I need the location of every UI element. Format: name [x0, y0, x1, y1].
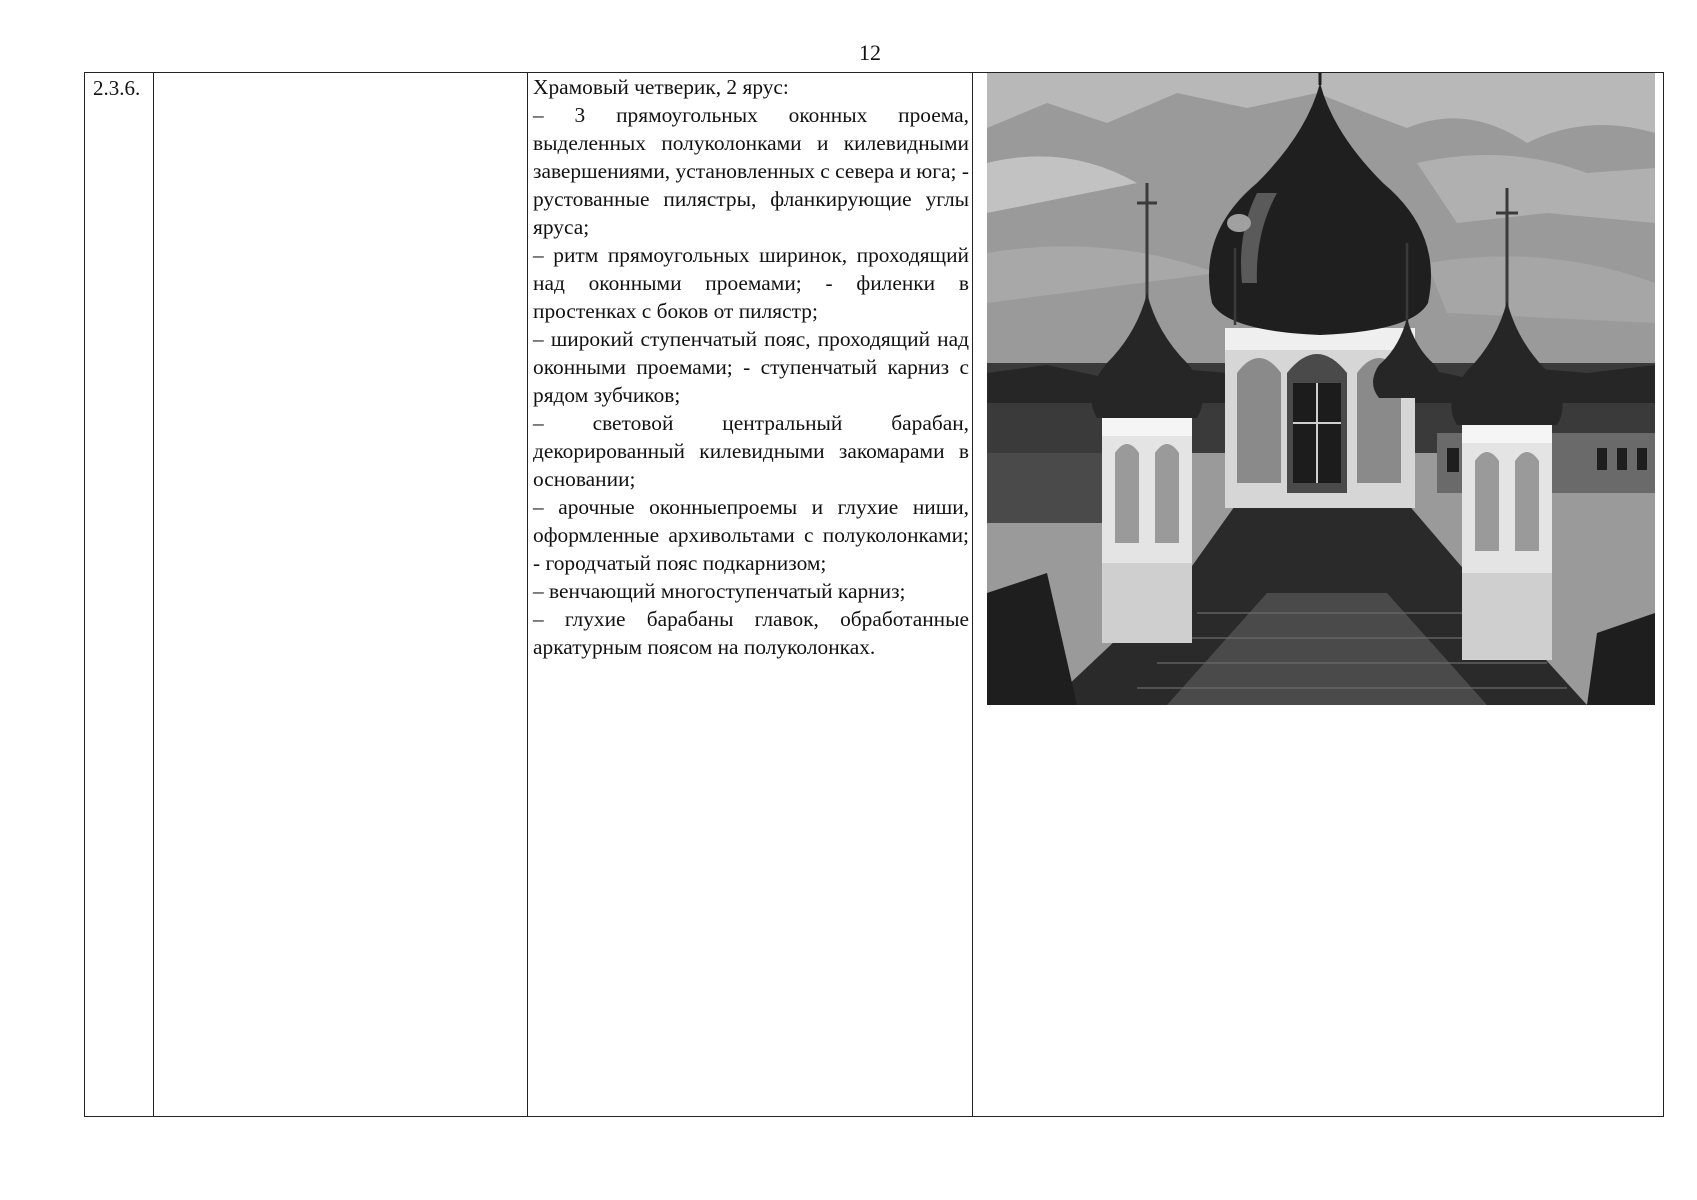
church-photo [987, 73, 1655, 705]
description-item: – световой центральный барабан, декорированный килевидными закомарами в основании; [533, 411, 969, 491]
description-item: – 3 прямоугольных оконных проема, выделенных полуколонками и килевидными завершениями, установленных с севера и юга; - рустованные пилястры, фланкирующие углы яруса; [533, 103, 969, 239]
row-name-cell [154, 73, 528, 1116]
description-item: – арочные оконныепроемы и глухие ниши, оформленные архивольтами с полуколонками; - городчатый пояс подкарнизом; [533, 495, 969, 575]
document-table [84, 72, 1664, 1117]
row-number-cell [85, 73, 154, 1116]
row-photo-cell [973, 73, 1663, 1116]
description-item: – ритм прямоугольных ширинок, проходящий над оконными проемами; - филенки в простенках с боков от пилястр; [533, 243, 969, 323]
description-item: – венчающий многоступенчатый карниз; [533, 579, 906, 603]
row-description-cell [528, 73, 973, 1116]
page-number: 12 [859, 40, 881, 65]
row-number: 2.3.6. [93, 76, 141, 100]
description-item: – глухие барабаны главок, обработанные аркатурным поясом на полуколонках. [533, 607, 969, 659]
description-item: – широкий ступенчатый пояс, проходящий над оконными проемами; - ступенчатый карниз с рядом зубчиков; [533, 327, 969, 407]
description-heading: Храмовый четверик, 2 ярус: [533, 75, 789, 99]
